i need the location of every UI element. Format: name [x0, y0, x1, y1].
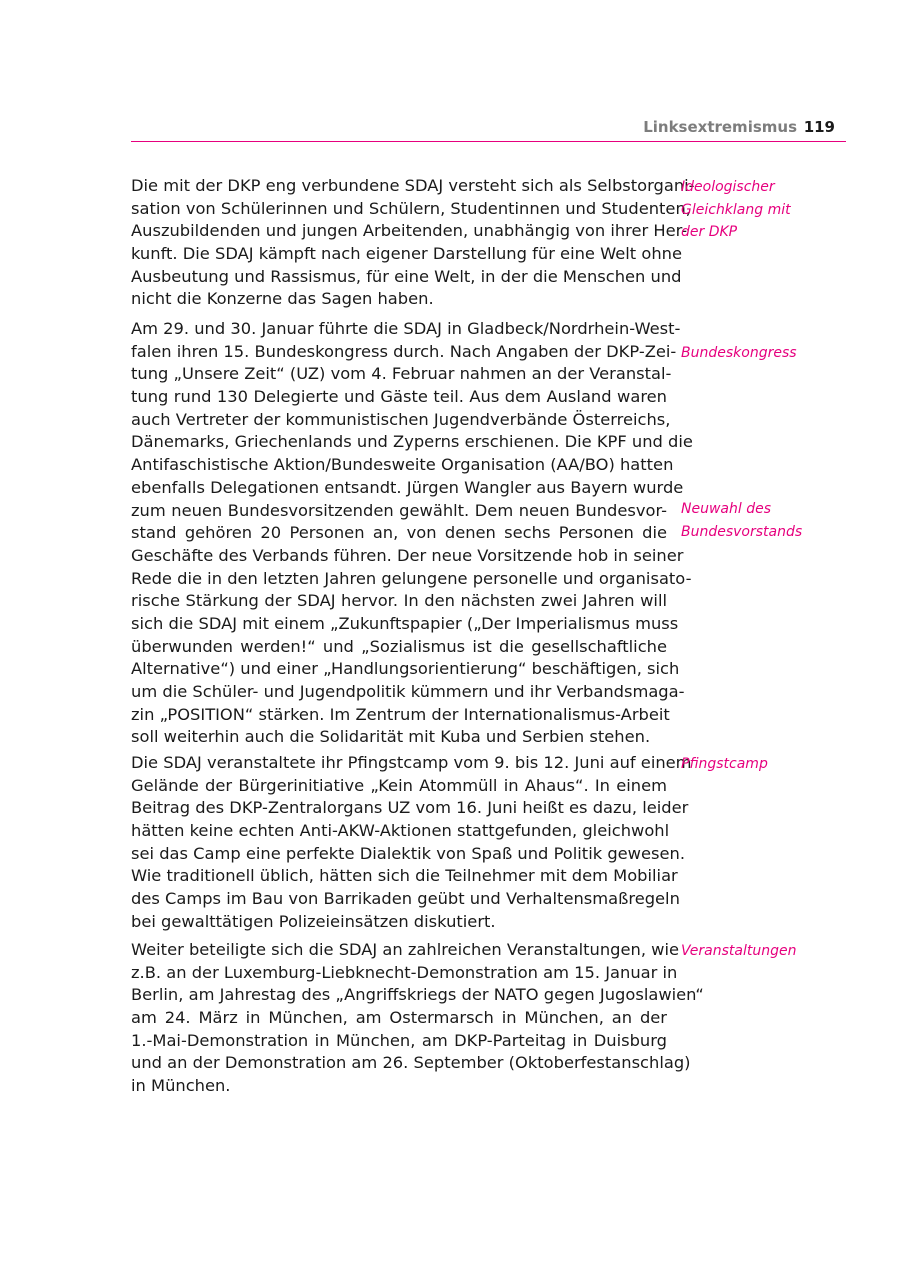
text-line: sich die SDAJ mit einem „Zukunftspapier („Der Imperialismus muss	[131, 613, 679, 633]
note-line: Pfingstcamp	[681, 756, 768, 772]
text-line: Auszubildenden und jungen Arbeitenden, unabhängig von ihrer Her-	[131, 221, 688, 241]
page-number: 119	[803, 118, 835, 136]
text-line: tung „Unsere Zeit“ (UZ) vom 4. Februar nahmen an der Veranstal-	[131, 364, 672, 384]
text-line: bei gewalttätigen Polizeieinsätzen diskutiert.	[131, 911, 496, 931]
text-line: Am 29. und 30. Januar führte die SDAJ in Gladbeck/Nordrhein-West-	[131, 319, 681, 338]
text-line: ebenfalls Delegationen entsandt. Jürgen Wangler aus Bayern wurde	[131, 477, 684, 497]
text-line: falen ihren 15. Bundeskongress durch. Nach Angaben der DKP-Zei-	[131, 341, 677, 361]
text-line: Berlin, am Jahrestag des „Angriffskriegs der NATO gegen Jugoslawien“	[131, 985, 704, 1005]
margin-note-ideologie	[681, 176, 821, 244]
text-line: Rede die in den letzten Jahren gelungene personelle und organisato-	[131, 568, 692, 588]
text-line: soll weiterhin auch die Solidarität mit Kuba und Serbien stehen.	[131, 727, 651, 747]
text-line: zin „POSITION“ stärken. Im Zentrum der Internationalismus-Arbeit	[131, 704, 670, 724]
text-line: Weiter beteiligte sich die SDAJ an zahlreichen Veranstaltungen, wie	[131, 940, 680, 959]
note-line: der DKP	[681, 224, 738, 241]
note-line: Bundesvorstands	[681, 523, 803, 540]
text-line: stand gehören 20 Personen an, von denen sechs Personen die	[131, 523, 667, 543]
text-line: tung rund 130 Delegierte und Gäste teil. Aus dem Ausland waren	[131, 387, 667, 407]
text-line: des Camps im Bau von Barrikaden geübt und Verhaltensmaßregeln	[131, 889, 680, 909]
margin-note-veranstaltungen	[681, 940, 821, 963]
margin-note-bundeskongress	[681, 342, 821, 365]
note-line: Gleichklang mit	[681, 201, 791, 218]
text-line: um die Schüler- und Jugendpolitik kümmern und ihr Verbandsmaga-	[131, 682, 685, 701]
note-line: Neuwahl des	[681, 501, 771, 517]
text-line: Dänemarks, Griechenlands und Zyperns erschienen. Die KPF und die	[131, 432, 693, 452]
text-line: Beitrag des DKP-Zentralorgans UZ vom 16. Juni heißt es dazu, leider	[131, 798, 689, 818]
text-line: zum neuen Bundesvorsitzenden gewählt. Dem neuen Bundesvor-	[131, 500, 667, 520]
paragraph-pfingstcamp	[131, 752, 692, 934]
text-line: und an der Demonstration am 26. September (Oktoberfestanschlag)	[131, 1053, 691, 1073]
text-line: in München.	[131, 1076, 231, 1096]
text-line: Antifaschistische Aktion/Bundesweite Organisation (AA/BO) hatten	[131, 455, 674, 475]
text-line: z.B. an der Luxemburg-Liebknecht-Demonstration am 15. Januar in	[131, 962, 678, 982]
text-line: auch Vertreter der kommunistischen Jugendverbände Österreichs,	[131, 409, 671, 429]
text-line: Die mit der DKP eng verbundene SDAJ versteht sich als Selbstorgani-	[131, 176, 695, 195]
margin-note-neuwahl	[681, 498, 821, 543]
text-line: sei das Camp eine perfekte Dialektik von Spaß und Politik gewesen.	[131, 843, 685, 863]
text-line: am 24. März in München, am Ostermarsch in München, an der	[131, 1008, 667, 1028]
note-line: Bundeskongress	[681, 345, 797, 361]
text-line: überwunden werden!“ und „Sozialismus ist die gesellschaftliche	[131, 636, 667, 656]
paragraph-bundeskongress	[131, 318, 693, 749]
text-line: Alternative“) und einer „Handlungsorientierung“ beschäftigen, sich	[131, 659, 680, 679]
paragraph-veranstaltungen	[131, 939, 704, 1098]
text-line: Geschäfte des Verbands führen. Der neue Vorsitzende hob in seiner	[131, 545, 684, 565]
text-line: 1.-Mai-Demonstration in München, am DKP-Parteitag in Duisburg	[131, 1030, 667, 1050]
text-line: hätten keine echten Anti-AKW-Aktionen stattgefunden, gleichwohl	[131, 821, 670, 841]
text-line: nicht die Konzerne das Sagen haben.	[131, 289, 434, 309]
note-line: Ideologischer	[681, 179, 775, 195]
section-title: Linksextremismus	[643, 118, 797, 136]
text-line: sation von Schülerinnen und Schülern, Studentinnen und Studenten,	[131, 198, 691, 218]
running-header	[131, 117, 846, 142]
note-line: Veranstaltungen	[681, 943, 797, 959]
text-line: kunft. Die SDAJ kämpft nach eigener Darstellung für eine Welt ohne	[131, 244, 682, 264]
paragraph-sdaj-intro	[131, 175, 695, 311]
text-line: Wie traditionell üblich, hätten sich die Teilnehmer mit dem Mobiliar	[131, 866, 678, 886]
margin-note-pfingstcamp	[681, 753, 821, 776]
text-line: Gelände der Bürgerinitiative „Kein Atommüll in Ahaus“. In einem	[131, 775, 667, 795]
text-line: Ausbeutung und Rassismus, für eine Welt, in der die Menschen und	[131, 266, 682, 286]
text-line: rische Stärkung der SDAJ hervor. In den nächsten zwei Jahren will	[131, 591, 667, 611]
text-line: Die SDAJ veranstaltete ihr Pfingstcamp vom 9. bis 12. Juni auf einem	[131, 753, 692, 772]
